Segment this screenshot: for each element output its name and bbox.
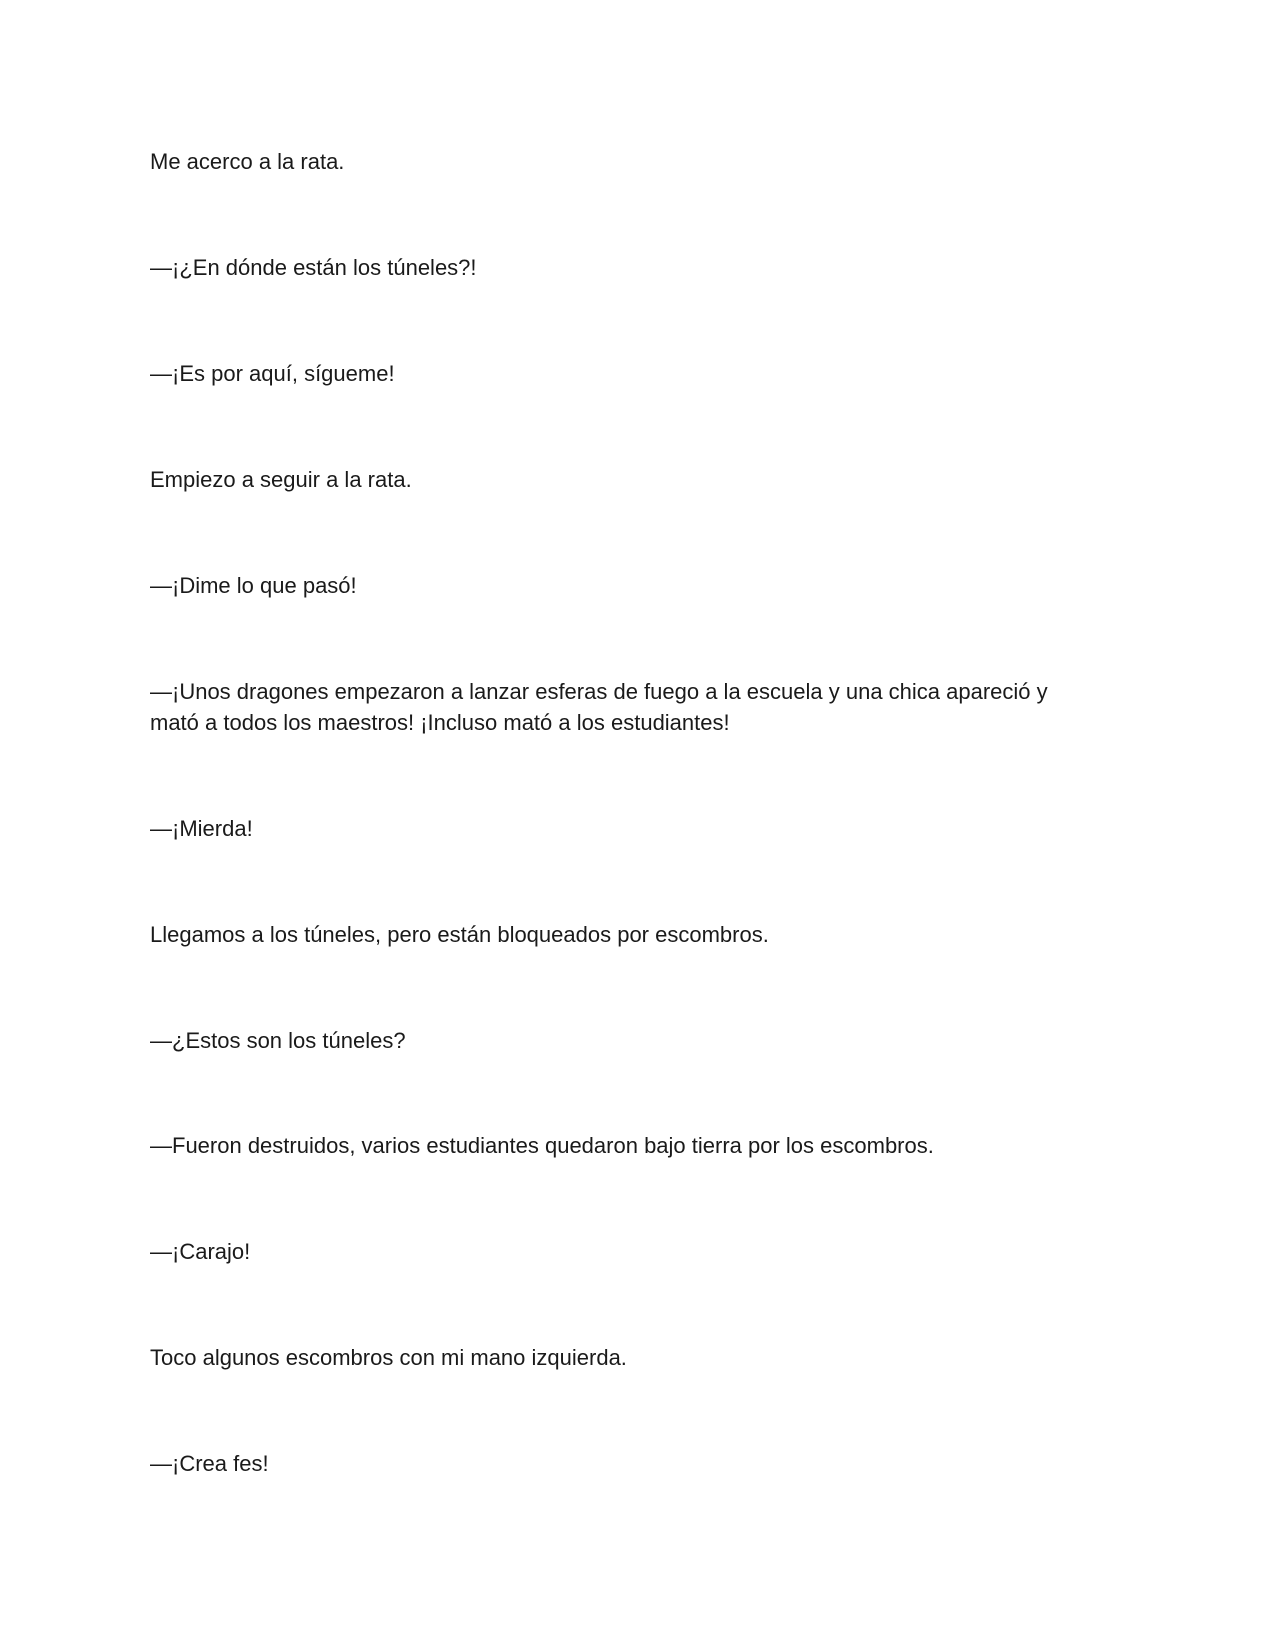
paragraph-2: —¡¿En dónde están los túneles?! [150,255,477,280]
paragraph-4: Empiezo a seguir a la rata. [150,467,412,492]
paragraph-3: —¡Es por aquí, sígueme! [150,361,395,386]
paragraph-7: —¡Mierda! [150,816,253,841]
paragraph-6: —¡Unos dragones empezaron a lanzar esferas de fuego a la escuela y una chica apareció y mató a todos los maestros! ¡Incluso mató a los estudiantes! [150,679,1048,735]
paragraph-1: Me acerco a la rata. [150,149,345,174]
paragraph-13: —¡Crea fes! [150,1451,269,1476]
paragraph-11: —¡Carajo! [150,1239,251,1264]
paragraph-5: —¡Dime lo que pasó! [150,573,357,598]
paragraph-12: Toco algunos escombros con mi mano izquierda. [150,1345,627,1370]
paragraph-8: Llegamos a los túneles, pero están bloqueados por escombros. [150,922,769,947]
paragraph-10: —Fueron destruidos, varios estudiantes quedaron bajo tierra por los escombros. [150,1133,934,1158]
paragraph-9: —¿Estos son los túneles? [150,1028,406,1053]
